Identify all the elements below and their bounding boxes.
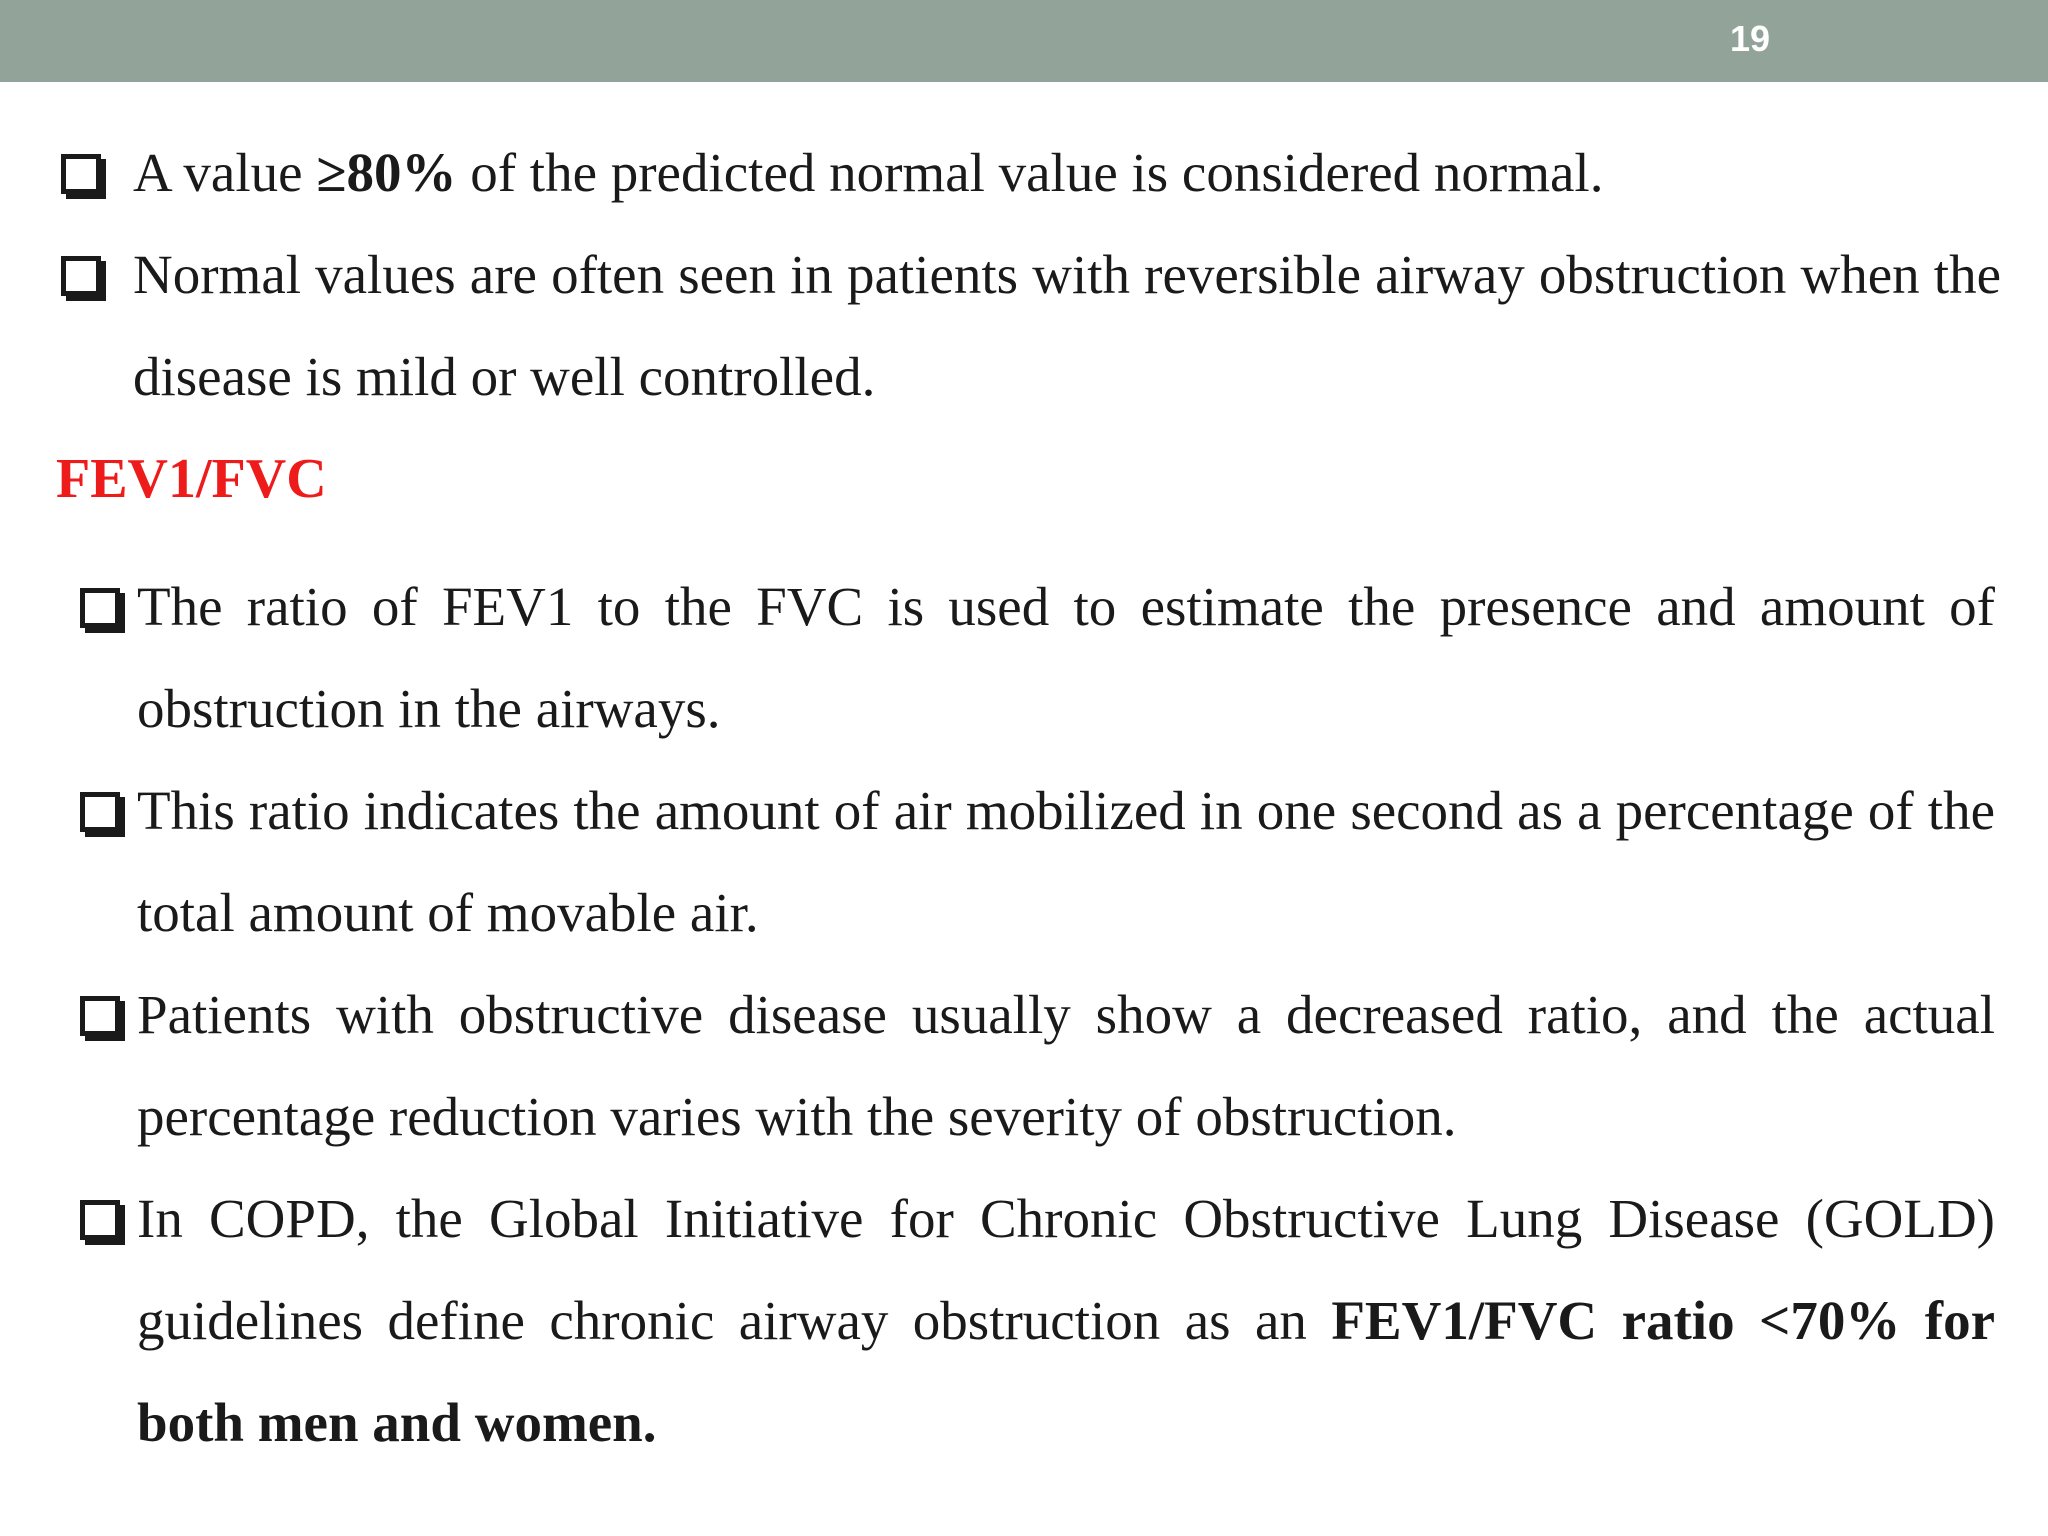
bullet-text-post: of the predicted normal value is considered normal.	[456, 142, 1604, 203]
bullet-item	[137, 556, 1995, 760]
bullet-item	[133, 122, 2001, 224]
bullet-text-pre: A value	[133, 142, 317, 203]
slide-header-bar	[0, 0, 2048, 82]
bullet-item	[137, 760, 1995, 964]
checkbox-bullet-icon	[80, 792, 120, 832]
bullet-text: Patients with obstructive disease usually show a decreased ratio, and the actual percentage reduction varies with the severity of obstruction.	[137, 984, 1995, 1147]
bullet-item	[137, 964, 1995, 1168]
bullet-item	[133, 224, 2001, 428]
bullet-item	[137, 1168, 1995, 1474]
bullet-text-bold: ≥80%	[316, 142, 457, 203]
bullet-text: The ratio of FEV1 to the FVC is used to estimate the presence and amount of obstruction in the airways.	[137, 576, 1995, 739]
checkbox-bullet-icon	[61, 154, 101, 194]
section-heading: FEV1/FVC	[56, 448, 327, 510]
checkbox-bullet-icon	[80, 1200, 120, 1240]
checkbox-bullet-icon	[61, 256, 101, 296]
bullet-text-pre: In COPD, the Global Initiative for Chronic Obstructive Lung Disease (GOLD) guidelines define chronic airway obstruction as an	[137, 1188, 1995, 1351]
slide-number: 19	[1729, 18, 1771, 59]
bullet-text-bold: FEV1/FVC ratio <70% for both men and women.	[137, 1290, 1996, 1453]
bullet-text: This ratio indicates the amount of air mobilized in one second as a percentage of the total amount of movable air.	[137, 780, 1995, 943]
checkbox-bullet-icon	[80, 588, 120, 628]
bullet-text: Normal values are often seen in patients with reversible airway obstruction when the disease is mild or well controlled.	[133, 244, 2001, 407]
checkbox-bullet-icon	[80, 996, 120, 1036]
